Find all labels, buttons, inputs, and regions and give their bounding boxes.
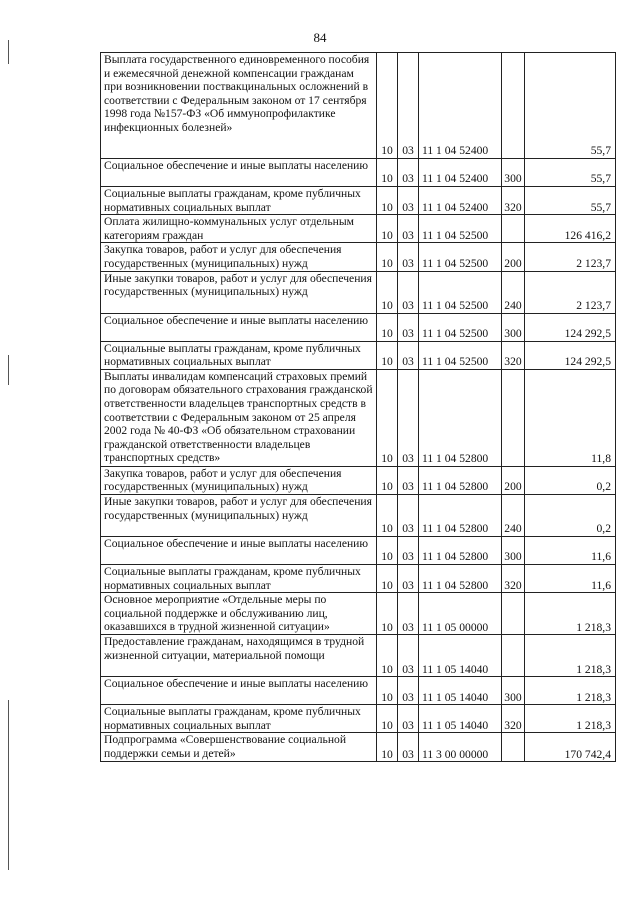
table-row	[101, 733, 616, 762]
row-name: Предоставление гражданам, находящимся в трудной жизненной ситуации, материальной помощи	[101, 635, 377, 677]
row-name: Социальные выплаты гражданам, кроме публичных нормативных социальных выплат	[101, 341, 377, 369]
row-amount: 170 742,4	[525, 733, 616, 762]
table-row	[101, 313, 616, 341]
table-row	[101, 536, 616, 564]
row-section: 10	[377, 313, 398, 341]
row-expense-type: 240	[502, 494, 525, 536]
row-subsection: 03	[398, 733, 419, 762]
table-row	[101, 705, 616, 733]
row-expense-type	[502, 215, 525, 243]
row-expense-type	[502, 369, 525, 466]
left-margin-line	[8, 700, 9, 870]
table-row	[101, 243, 616, 271]
row-expense-type: 320	[502, 564, 525, 592]
row-expense-type	[502, 733, 525, 762]
row-section: 10	[377, 677, 398, 705]
row-target-code: 11 1 04 52500	[419, 313, 502, 341]
table-row	[101, 215, 616, 243]
row-amount: 2 123,7	[525, 271, 616, 313]
row-amount: 1 218,3	[525, 705, 616, 733]
row-subsection: 03	[398, 159, 419, 187]
row-section: 10	[377, 593, 398, 635]
row-name: Выплаты инвалидам компенсаций страховых премий по договорам обязательного страхования гражданской ответственности владельцев транспортных средств в соответствии с Федеральным законом от 25 апреля 2002 года № 40-ФЗ «Об обязательном страховании гражданской ответственности владельцев транспортных средств»	[101, 369, 377, 466]
row-amount: 11,6	[525, 564, 616, 592]
row-subsection: 03	[398, 341, 419, 369]
row-expense-type: 200	[502, 243, 525, 271]
row-subsection: 03	[398, 466, 419, 494]
row-name: Закупка товаров, работ и услуг для обеспечения государственных (муниципальных) нужд	[101, 243, 377, 271]
row-section: 10	[377, 187, 398, 215]
row-name: Выплата государственного единовременного пособия и ежемесячной денежной компенсации гражданам при возникновении поствакцинальных осложнений в соответствии с Федеральным законом от 17 сентября 1998 года №157-ФЗ «Об иммунопрофилактике инфекционных болезней»	[101, 53, 377, 159]
row-expense-type: 200	[502, 466, 525, 494]
row-subsection: 03	[398, 313, 419, 341]
row-amount: 124 292,5	[525, 341, 616, 369]
row-target-code: 11 1 04 52800	[419, 564, 502, 592]
row-target-code: 11 1 04 52400	[419, 53, 502, 159]
budget-table-body	[101, 53, 616, 762]
page-number: 84	[313, 30, 327, 45]
row-section: 10	[377, 705, 398, 733]
row-target-code: 11 1 04 52500	[419, 341, 502, 369]
row-section: 10	[377, 733, 398, 762]
row-name: Социальные выплаты гражданам, кроме публичных нормативных социальных выплат	[101, 705, 377, 733]
row-expense-type	[502, 593, 525, 635]
row-target-code: 11 1 04 52500	[419, 243, 502, 271]
row-expense-type	[502, 635, 525, 677]
row-amount: 55,7	[525, 159, 616, 187]
row-section: 10	[377, 159, 398, 187]
row-amount: 11,6	[525, 536, 616, 564]
row-subsection: 03	[398, 635, 419, 677]
row-expense-type: 320	[502, 187, 525, 215]
table-row	[101, 341, 616, 369]
row-amount: 1 218,3	[525, 635, 616, 677]
row-target-code: 11 1 05 14040	[419, 677, 502, 705]
table-row	[101, 53, 616, 159]
row-name: Социальное обеспечение и иные выплаты населению	[101, 536, 377, 564]
row-name: Иные закупки товаров, работ и услуг для обеспечения государственных (муниципальных) нужд	[101, 494, 377, 536]
row-section: 10	[377, 53, 398, 159]
row-amount: 0,2	[525, 466, 616, 494]
row-target-code: 11 1 04 52800	[419, 536, 502, 564]
row-expense-type: 240	[502, 271, 525, 313]
row-target-code: 11 1 04 52400	[419, 159, 502, 187]
row-name: Закупка товаров, работ и услуг для обеспечения государственных (муниципальных) нужд	[101, 466, 377, 494]
row-name: Иные закупки товаров, работ и услуг для обеспечения государственных (муниципальных) нужд	[101, 271, 377, 313]
row-amount: 55,7	[525, 187, 616, 215]
row-subsection: 03	[398, 243, 419, 271]
table-row	[101, 466, 616, 494]
row-section: 10	[377, 271, 398, 313]
row-expense-type: 320	[502, 705, 525, 733]
table-row	[101, 369, 616, 466]
row-target-code: 11 3 00 00000	[419, 733, 502, 762]
row-name: Оплата жилищно-коммунальных услуг отдельным категориям граждан	[101, 215, 377, 243]
row-subsection: 03	[398, 564, 419, 592]
left-margin-line	[8, 355, 9, 385]
row-amount: 1 218,3	[525, 677, 616, 705]
row-subsection: 03	[398, 271, 419, 313]
row-target-code: 11 1 04 52800	[419, 466, 502, 494]
row-target-code: 11 1 04 52800	[419, 369, 502, 466]
row-amount: 11,8	[525, 369, 616, 466]
row-subsection: 03	[398, 187, 419, 215]
row-name: Социальное обеспечение и иные выплаты населению	[101, 677, 377, 705]
row-subsection: 03	[398, 494, 419, 536]
row-amount: 0,2	[525, 494, 616, 536]
row-expense-type: 320	[502, 341, 525, 369]
budget-table	[100, 52, 616, 762]
row-name: Социальное обеспечение и иные выплаты населению	[101, 159, 377, 187]
row-section: 10	[377, 564, 398, 592]
row-section: 10	[377, 243, 398, 271]
row-target-code: 11 1 04 52500	[419, 215, 502, 243]
row-subsection: 03	[398, 593, 419, 635]
row-amount: 1 218,3	[525, 593, 616, 635]
row-target-code: 11 1 05 14040	[419, 705, 502, 733]
row-amount: 2 123,7	[525, 243, 616, 271]
row-target-code: 11 1 05 14040	[419, 635, 502, 677]
row-name: Подпрограмма «Совершенствование социальной поддержки семьи и детей»	[101, 733, 377, 762]
row-subsection: 03	[398, 369, 419, 466]
row-target-code: 11 1 04 52400	[419, 187, 502, 215]
row-target-code: 11 1 05 00000	[419, 593, 502, 635]
row-expense-type: 300	[502, 159, 525, 187]
row-amount: 126 416,2	[525, 215, 616, 243]
table-row	[101, 677, 616, 705]
row-name: Социальные выплаты гражданам, кроме публичных нормативных социальных выплат	[101, 187, 377, 215]
row-amount: 124 292,5	[525, 313, 616, 341]
row-subsection: 03	[398, 677, 419, 705]
row-expense-type: 300	[502, 677, 525, 705]
row-amount: 55,7	[525, 53, 616, 159]
row-subsection: 03	[398, 536, 419, 564]
row-subsection: 03	[398, 705, 419, 733]
table-row	[101, 635, 616, 677]
row-target-code: 11 1 04 52500	[419, 271, 502, 313]
table-row	[101, 159, 616, 187]
table-row	[101, 271, 616, 313]
row-section: 10	[377, 215, 398, 243]
row-section: 10	[377, 635, 398, 677]
row-section: 10	[377, 494, 398, 536]
table-row	[101, 593, 616, 635]
row-subsection: 03	[398, 53, 419, 159]
row-expense-type: 300	[502, 536, 525, 564]
row-expense-type	[502, 53, 525, 159]
row-section: 10	[377, 466, 398, 494]
row-name: Основное мероприятие «Отдельные меры по социальной поддержке и обслуживанию лиц, оказавшихся в трудной жизненной ситуации»	[101, 593, 377, 635]
table-row	[101, 187, 616, 215]
row-subsection: 03	[398, 215, 419, 243]
row-target-code: 11 1 04 52800	[419, 494, 502, 536]
row-section: 10	[377, 369, 398, 466]
row-name: Социальные выплаты гражданам, кроме публичных нормативных социальных выплат	[101, 564, 377, 592]
row-name: Социальное обеспечение и иные выплаты населению	[101, 313, 377, 341]
table-row	[101, 494, 616, 536]
row-section: 10	[377, 536, 398, 564]
row-expense-type: 300	[502, 313, 525, 341]
table-row	[101, 564, 616, 592]
row-section: 10	[377, 341, 398, 369]
